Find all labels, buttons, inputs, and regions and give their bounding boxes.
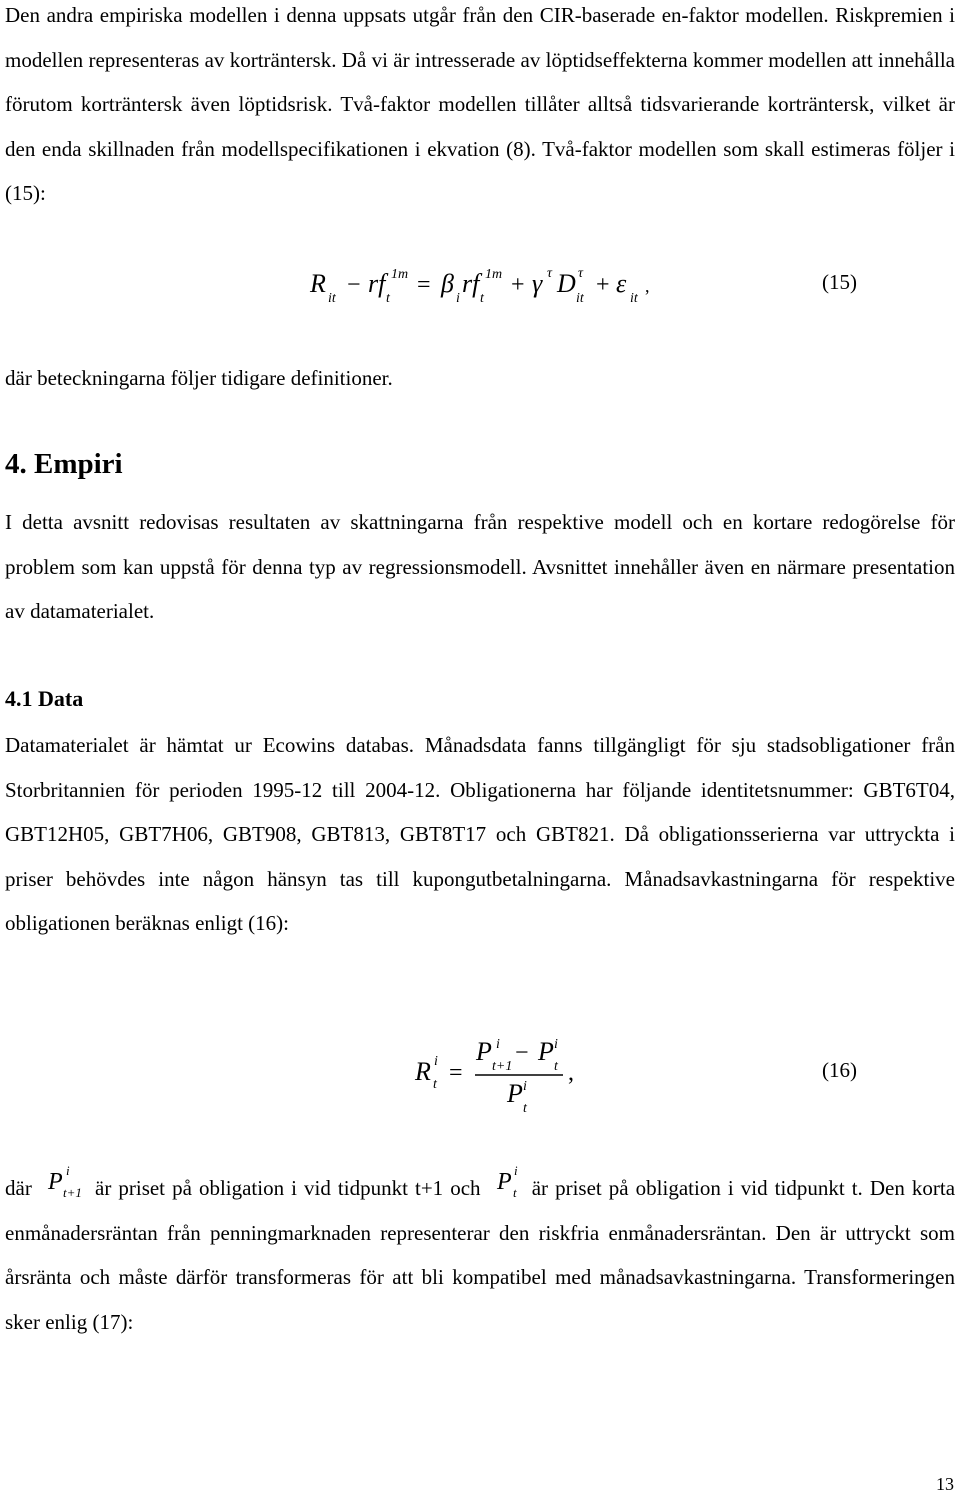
eq16-P-num2: P	[538, 1037, 554, 1066]
equation-15-number: (15)	[822, 270, 857, 294]
eq16-P-num2-sub: t	[554, 1059, 558, 1074]
paragraph-intro: Den andra empiriska modellen i denna uppsats utgår från den CIR-baserade en-faktor modellen. Riskpremien i modellen representeras av korträntersk. Då vi är intresserade av löptidseffekterna kommer modellen att innehålla förutom korträntersk även löptidsrisk. Två-faktor modellen tillåter alltså tidsvarierande korträntersk, vilket är den enda skillnaden från modellspecifikationen i ekvation (8). Två-faktor modellen som skall estimeras följer i (15):	[5, 3, 955, 205]
paragraph-after-eq15: där beteckningarna följer tidigare definitioner.	[5, 366, 393, 390]
inline-P-t	[495, 1163, 525, 1200]
eq16-P-den-sub: t	[523, 1101, 527, 1116]
eq16-P-num1: P	[476, 1037, 492, 1066]
paragraph-empiri: I detta avsnitt redovisas resultaten av skattningarna från respektive modell och en kortare redogörelse för problem som kan uppstå för denna typ av regressionsmodell. Avsnittet innehåller även en närmare presentation av datamaterialet.	[5, 510, 955, 623]
eq16-P-den-sup: i	[523, 1079, 527, 1094]
eq15-rf-sup: 1m	[391, 267, 409, 282]
eq15-D: D	[557, 269, 576, 298]
paragraph-prices-mid: är priset på obligation i vid tidpunkt t+1 och	[95, 1176, 481, 1200]
paragraph-prices-dar: där	[5, 1176, 32, 1200]
eq16-R: R	[415, 1057, 431, 1086]
page-number: 13	[936, 1474, 954, 1494]
eq15-rf-sub: t	[386, 291, 390, 306]
eq15-gamma: γ	[532, 269, 543, 298]
eq15-D-sub: it	[576, 291, 584, 306]
eq16-equals: =	[449, 1060, 463, 1086]
paragraph-data: Datamaterialet är hämtat ur Ecowins databas. Månadsdata fanns tillgängligt för sju stadsobligationer från Storbritannien för perioden 1995-12 till 2004-12. Obligationerna har följande identitetsnummer: GBT6T04, GBT12H05, GBT7H06, GBT908, GBT813, GBT8T17 och GBT821. Då obligationsserierna var uttryckta i priser behövdes inte någon hänsyn tas till kupongutbetalningarna. Månadsavkastningarna för respektive obligationen beräknas enligt (16):	[5, 733, 955, 935]
equation-16-number: (16)	[822, 1058, 857, 1082]
inline-P-t-formula	[495, 1163, 525, 1199]
eq15-equals: =	[417, 272, 431, 298]
eq15-comma: ,	[645, 276, 650, 296]
eq16-P-num1-sup: i	[496, 1037, 500, 1052]
inline-P-t-plus-1	[46, 1163, 88, 1200]
eq15-beta-sub: i	[456, 291, 460, 306]
equation-16	[5, 1030, 955, 1120]
eq15-D-sup: τ	[578, 266, 584, 281]
eq15-rf2: rf	[462, 269, 480, 298]
eq16-P-num2-sup: i	[554, 1037, 558, 1052]
eq15-minus: −	[347, 272, 361, 298]
inline-P2: P	[496, 1169, 512, 1195]
eq15-plus-1: +	[511, 272, 525, 298]
eq16-comma: ,	[568, 1060, 574, 1086]
equation-15-formula	[5, 250, 765, 330]
inline-P1: P	[47, 1169, 63, 1195]
eq15-rf: rf	[368, 269, 386, 298]
eq15-beta: β	[441, 269, 454, 298]
section-heading-empiri: 4. Empiri	[5, 448, 123, 480]
inline-P1-sub: t+1	[62, 1185, 82, 1200]
eq15-rf2-sub: t	[480, 291, 484, 306]
inline-P2-sup: i	[513, 1163, 518, 1178]
eq15-epsilon: ε	[616, 269, 627, 298]
eq16-R-sub: t	[433, 1077, 437, 1092]
inline-P-t-plus-1-formula	[46, 1163, 88, 1199]
eq16-P-den: P	[507, 1079, 523, 1108]
eq15-plus-2: +	[596, 272, 610, 298]
eq15-rf2-sup: 1m	[485, 267, 503, 282]
eq16-minus: −	[515, 1040, 529, 1066]
paragraph-prices-rest: är priset på obligation i vid tidpunkt t. Den korta enmånadersräntan från penningmarknaden representerar den riskfria enmånadersräntan. Den är uttryckt som årsränta och måste därför transformeras för att bli kompatibel med månadsavkastningarna. Transformeringen sker enlig (17):	[5, 1176, 956, 1334]
eq15-gamma-sup: τ	[547, 266, 553, 281]
eq15-R-sub: it	[328, 291, 336, 306]
inline-P1-sup: i	[65, 1163, 70, 1178]
eq15-R: R	[310, 269, 326, 298]
eq15-epsilon-sub: it	[630, 291, 638, 306]
inline-P2-sub: t	[512, 1185, 517, 1200]
equation-16-formula	[5, 1030, 765, 1120]
paragraph-prices	[5, 1163, 956, 1344]
subsection-heading-data: 4.1 Data	[5, 686, 84, 711]
equation-15	[5, 250, 955, 340]
eq16-P-num1-sub: t+1	[492, 1059, 513, 1074]
eq16-R-sup: i	[434, 1054, 438, 1069]
